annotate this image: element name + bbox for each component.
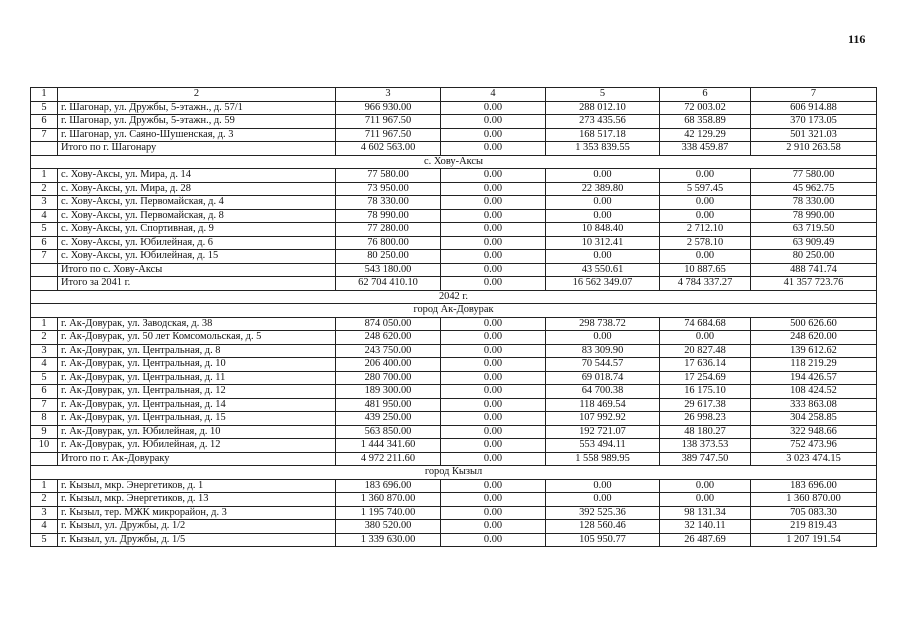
cell-col7: 118 219.29 (751, 358, 877, 372)
table-row (31, 533, 877, 547)
row-number: 1 (31, 317, 58, 331)
cell-col4: 0.00 (441, 358, 546, 372)
table-row (31, 277, 877, 291)
table-row (31, 115, 877, 129)
row-address: с. Хову-Аксы, ул. Спортивная, д. 9 (58, 223, 336, 237)
cell-col4: 0.00 (441, 236, 546, 250)
row-address: с. Хову-Аксы, ул. Юбилейная, д. 6 (58, 236, 336, 250)
section-header-row (31, 290, 877, 304)
cell-col5: 118 469.54 (546, 398, 660, 412)
table-row (31, 101, 877, 115)
row-number: 3 (31, 344, 58, 358)
table-row (31, 317, 877, 331)
row-address: г. Кызыл, мкр. Энергетиков, д. 13 (58, 493, 336, 507)
cell-col4: 0.00 (441, 493, 546, 507)
cell-col5: 1 353 839.55 (546, 142, 660, 156)
header-cell: 4 (441, 88, 546, 102)
row-number: 5 (31, 101, 58, 115)
cell-col6: 68 358.89 (660, 115, 751, 129)
header-cell: 1 (31, 88, 58, 102)
section-header-row (31, 466, 877, 480)
cell-col3: 77 580.00 (336, 169, 441, 183)
cell-col7: 488 741.74 (751, 263, 877, 277)
cell-col4: 0.00 (441, 385, 546, 399)
cell-col7: 2 910 263.58 (751, 142, 877, 156)
row-address: с. Хову-Аксы, ул. Первомайская, д. 8 (58, 209, 336, 223)
cell-col7: 78 990.00 (751, 209, 877, 223)
cell-col6: 20 827.48 (660, 344, 751, 358)
cell-col5: 69 018.74 (546, 371, 660, 385)
cell-col6: 72 003.02 (660, 101, 751, 115)
cell-col6: 5 597.45 (660, 182, 751, 196)
cell-col5: 0.00 (546, 331, 660, 345)
cell-col3: 243 750.00 (336, 344, 441, 358)
row-number: 8 (31, 412, 58, 426)
row-number: 7 (31, 398, 58, 412)
cell-col3: 189 300.00 (336, 385, 441, 399)
row-number: 5 (31, 371, 58, 385)
row-number: 7 (31, 128, 58, 142)
row-address: г. Шагонар, ул. Саяно-Шушенская, д. 3 (58, 128, 336, 142)
cell-col4: 0.00 (441, 250, 546, 264)
row-address: г. Ак-Довурак, ул. Центральная, д. 10 (58, 358, 336, 372)
cell-col7: 370 173.05 (751, 115, 877, 129)
cell-col5: 288 012.10 (546, 101, 660, 115)
cell-col5: 43 550.61 (546, 263, 660, 277)
cell-col4: 0.00 (441, 182, 546, 196)
row-number: 6 (31, 236, 58, 250)
cell-col7: 63 909.49 (751, 236, 877, 250)
header-row (31, 88, 877, 102)
cell-col3: 439 250.00 (336, 412, 441, 426)
cell-col4: 0.00 (441, 425, 546, 439)
table-row (31, 425, 877, 439)
table-row (31, 169, 877, 183)
table-row (31, 371, 877, 385)
table-row (31, 506, 877, 520)
cell-col6: 29 617.38 (660, 398, 751, 412)
cell-col6: 48 180.27 (660, 425, 751, 439)
cell-col7: 1 207 191.54 (751, 533, 877, 547)
cell-col3: 80 250.00 (336, 250, 441, 264)
cell-col6: 26 998.23 (660, 412, 751, 426)
row-address: г. Ак-Довурак, ул. Центральная, д. 11 (58, 371, 336, 385)
cell-col4: 0.00 (441, 533, 546, 547)
table-row (31, 182, 877, 196)
row-address: Итого по г. Шагонару (58, 142, 336, 156)
row-address: г. Ак-Довурак, ул. Центральная, д. 8 (58, 344, 336, 358)
cell-col5: 107 992.92 (546, 412, 660, 426)
cell-col5: 0.00 (546, 209, 660, 223)
header-cell: 3 (336, 88, 441, 102)
cell-col3: 4 972 211.60 (336, 452, 441, 466)
cell-col3: 481 950.00 (336, 398, 441, 412)
row-address: Итого по г. Ак-Довураку (58, 452, 336, 466)
cell-col7: 333 863.08 (751, 398, 877, 412)
row-number: 5 (31, 223, 58, 237)
row-address: с. Хову-Аксы, ул. Мира, д. 14 (58, 169, 336, 183)
header-cell: 6 (660, 88, 751, 102)
cell-col5: 64 700.38 (546, 385, 660, 399)
section-title: город Кызыл (31, 466, 877, 480)
cell-col7: 1 360 870.00 (751, 493, 877, 507)
cell-col5: 553 494.11 (546, 439, 660, 453)
row-address: с. Хову-Аксы, ул. Мира, д. 28 (58, 182, 336, 196)
cell-col6: 0.00 (660, 331, 751, 345)
cell-col4: 0.00 (441, 277, 546, 291)
cell-col3: 874 050.00 (336, 317, 441, 331)
cell-col7: 183 696.00 (751, 479, 877, 493)
cell-col5: 168 517.18 (546, 128, 660, 142)
section-title: 2042 г. (31, 290, 877, 304)
cell-col4: 0.00 (441, 331, 546, 345)
cell-col3: 62 704 410.10 (336, 277, 441, 291)
cell-col3: 1 444 341.60 (336, 439, 441, 453)
row-address: г. Шагонар, ул. Дружбы, 5-этажн., д. 59 (58, 115, 336, 129)
cell-col7: 77 580.00 (751, 169, 877, 183)
cell-col6: 17 636.14 (660, 358, 751, 372)
cell-col7: 80 250.00 (751, 250, 877, 264)
row-address: г. Ак-Довурак, ул. Центральная, д. 12 (58, 385, 336, 399)
cell-col5: 1 558 989.95 (546, 452, 660, 466)
cell-col5: 83 309.90 (546, 344, 660, 358)
cell-col7: 219 819.43 (751, 520, 877, 534)
cell-col3: 966 930.00 (336, 101, 441, 115)
cell-col6: 338 459.87 (660, 142, 751, 156)
row-number: 1 (31, 479, 58, 493)
cell-col3: 711 967.50 (336, 115, 441, 129)
row-address: г. Кызыл, ул. Дружбы, д. 1/2 (58, 520, 336, 534)
row-number (31, 277, 58, 291)
section-title: с. Хову-Аксы (31, 155, 877, 169)
row-address: г. Ак-Довурак, ул. Юбилейная, д. 12 (58, 439, 336, 453)
cell-col3: 248 620.00 (336, 331, 441, 345)
cell-col4: 0.00 (441, 101, 546, 115)
cell-col4: 0.00 (441, 452, 546, 466)
cell-col5: 70 544.57 (546, 358, 660, 372)
row-number: 9 (31, 425, 58, 439)
row-address: г. Шагонар, ул. Дружбы, 5-этажн., д. 57/1 (58, 101, 336, 115)
cell-col7: 248 620.00 (751, 331, 877, 345)
cell-col4: 0.00 (441, 344, 546, 358)
row-address: г. Ак-Довурак, ул. 50 лет Комсомольская, д. 5 (58, 331, 336, 345)
header-cell: 2 (58, 88, 336, 102)
cell-col6: 0.00 (660, 479, 751, 493)
table-row (31, 196, 877, 210)
row-number (31, 263, 58, 277)
section-header-row (31, 155, 877, 169)
cell-col4: 0.00 (441, 479, 546, 493)
cell-col4: 0.00 (441, 398, 546, 412)
table-row (31, 209, 877, 223)
cell-col6: 0.00 (660, 493, 751, 507)
cell-col4: 0.00 (441, 196, 546, 210)
row-number: 2 (31, 182, 58, 196)
cell-col7: 63 719.50 (751, 223, 877, 237)
cell-col3: 543 180.00 (336, 263, 441, 277)
header-cell: 5 (546, 88, 660, 102)
cell-col7: 108 424.52 (751, 385, 877, 399)
cell-col7: 752 473.96 (751, 439, 877, 453)
cell-col5: 0.00 (546, 196, 660, 210)
cell-col3: 280 700.00 (336, 371, 441, 385)
table-row (31, 128, 877, 142)
row-number: 7 (31, 250, 58, 264)
cell-col3: 4 602 563.00 (336, 142, 441, 156)
row-address: г. Кызыл, тер. МЖК микрорайон, д. 3 (58, 506, 336, 520)
cell-col6: 138 373.53 (660, 439, 751, 453)
row-address: г. Кызыл, ул. Дружбы, д. 1/5 (58, 533, 336, 547)
cell-col5: 128 560.46 (546, 520, 660, 534)
cell-col6: 98 131.34 (660, 506, 751, 520)
cell-col6: 2 712.10 (660, 223, 751, 237)
cell-col5: 10 312.41 (546, 236, 660, 250)
table-row (31, 439, 877, 453)
cell-col6: 17 254.69 (660, 371, 751, 385)
table-row (31, 331, 877, 345)
cell-col3: 77 280.00 (336, 223, 441, 237)
row-address: г. Кызыл, мкр. Энергетиков, д. 1 (58, 479, 336, 493)
table-row (31, 385, 877, 399)
table-row (31, 250, 877, 264)
row-number: 4 (31, 520, 58, 534)
cell-col5: 105 950.77 (546, 533, 660, 547)
cell-col4: 0.00 (441, 371, 546, 385)
cell-col3: 1 360 870.00 (336, 493, 441, 507)
cell-col4: 0.00 (441, 506, 546, 520)
header-cell: 7 (751, 88, 877, 102)
cell-col6: 4 784 337.27 (660, 277, 751, 291)
row-number: 3 (31, 196, 58, 210)
cell-col4: 0.00 (441, 209, 546, 223)
section-title: город Ак-Довурак (31, 304, 877, 318)
row-number: 6 (31, 385, 58, 399)
cell-col5: 0.00 (546, 493, 660, 507)
cell-col3: 380 520.00 (336, 520, 441, 534)
row-number (31, 452, 58, 466)
row-number: 10 (31, 439, 58, 453)
row-number: 5 (31, 533, 58, 547)
cell-col7: 500 626.60 (751, 317, 877, 331)
cell-col5: 273 435.56 (546, 115, 660, 129)
table-row (31, 479, 877, 493)
row-address: Итого по с. Хову-Аксы (58, 263, 336, 277)
cell-col6: 16 175.10 (660, 385, 751, 399)
cell-col7: 304 258.85 (751, 412, 877, 426)
cell-col5: 192 721.07 (546, 425, 660, 439)
cell-col3: 183 696.00 (336, 479, 441, 493)
cell-col3: 711 967.50 (336, 128, 441, 142)
cell-col5: 0.00 (546, 169, 660, 183)
cell-col3: 76 800.00 (336, 236, 441, 250)
cell-col7: 45 962.75 (751, 182, 877, 196)
cell-col7: 606 914.88 (751, 101, 877, 115)
cell-col6: 10 887.65 (660, 263, 751, 277)
table-row (31, 236, 877, 250)
cell-col3: 78 990.00 (336, 209, 441, 223)
row-number: 2 (31, 331, 58, 345)
cell-col4: 0.00 (441, 439, 546, 453)
cell-col4: 0.00 (441, 263, 546, 277)
table-row (31, 344, 877, 358)
cell-col4: 0.00 (441, 169, 546, 183)
cell-col6: 32 140.11 (660, 520, 751, 534)
row-address: Итого за 2041 г. (58, 277, 336, 291)
cell-col6: 389 747.50 (660, 452, 751, 466)
row-address: с. Хову-Аксы, ул. Первомайская, д. 4 (58, 196, 336, 210)
cell-col6: 74 684.68 (660, 317, 751, 331)
cell-col3: 206 400.00 (336, 358, 441, 372)
row-number: 3 (31, 506, 58, 520)
cell-col3: 563 850.00 (336, 425, 441, 439)
row-number: 1 (31, 169, 58, 183)
cell-col4: 0.00 (441, 317, 546, 331)
row-number: 4 (31, 209, 58, 223)
cell-col5: 0.00 (546, 479, 660, 493)
cell-col6: 26 487.69 (660, 533, 751, 547)
cell-col5: 16 562 349.07 (546, 277, 660, 291)
cell-col6: 0.00 (660, 250, 751, 264)
table-row (31, 223, 877, 237)
cell-col7: 501 321.03 (751, 128, 877, 142)
cell-col4: 0.00 (441, 223, 546, 237)
page-number: 116 (848, 32, 866, 46)
row-address: г. Ак-Довурак, ул. Юбилейная, д. 10 (58, 425, 336, 439)
cell-col3: 73 950.00 (336, 182, 441, 196)
row-address: с. Хову-Аксы, ул. Юбилейная, д. 15 (58, 250, 336, 264)
cell-col4: 0.00 (441, 128, 546, 142)
table-row (31, 263, 877, 277)
row-address: г. Ак-Довурак, ул. Заводская, д. 38 (58, 317, 336, 331)
cell-col7: 3 023 474.15 (751, 452, 877, 466)
cell-col5: 298 738.72 (546, 317, 660, 331)
table-row (31, 493, 877, 507)
cell-col5: 0.00 (546, 250, 660, 264)
cell-col5: 392 525.36 (546, 506, 660, 520)
data-table (30, 87, 877, 547)
cell-col6: 2 578.10 (660, 236, 751, 250)
cell-col7: 139 612.62 (751, 344, 877, 358)
table-row (31, 452, 877, 466)
row-number: 4 (31, 358, 58, 372)
cell-col3: 1 195 740.00 (336, 506, 441, 520)
cell-col6: 0.00 (660, 169, 751, 183)
table-row (31, 412, 877, 426)
table-row (31, 520, 877, 534)
cell-col4: 0.00 (441, 520, 546, 534)
cell-col3: 78 330.00 (336, 196, 441, 210)
cell-col7: 41 357 723.76 (751, 277, 877, 291)
cell-col4: 0.00 (441, 115, 546, 129)
cell-col7: 322 948.66 (751, 425, 877, 439)
cell-col5: 10 848.40 (546, 223, 660, 237)
row-number: 6 (31, 115, 58, 129)
row-number: 2 (31, 493, 58, 507)
cell-col4: 0.00 (441, 412, 546, 426)
cell-col6: 0.00 (660, 196, 751, 210)
cell-col4: 0.00 (441, 142, 546, 156)
cell-col7: 194 426.57 (751, 371, 877, 385)
table-row (31, 142, 877, 156)
cell-col6: 42 129.29 (660, 128, 751, 142)
row-number (31, 142, 58, 156)
cell-col7: 705 083.30 (751, 506, 877, 520)
cell-col5: 22 389.80 (546, 182, 660, 196)
cell-col6: 0.00 (660, 209, 751, 223)
cell-col3: 1 339 630.00 (336, 533, 441, 547)
section-header-row (31, 304, 877, 318)
cell-col7: 78 330.00 (751, 196, 877, 210)
table-row (31, 398, 877, 412)
table-row (31, 358, 877, 372)
row-address: г. Ак-Довурак, ул. Центральная, д. 15 (58, 412, 336, 426)
row-address: г. Ак-Довурак, ул. Центральная, д. 14 (58, 398, 336, 412)
